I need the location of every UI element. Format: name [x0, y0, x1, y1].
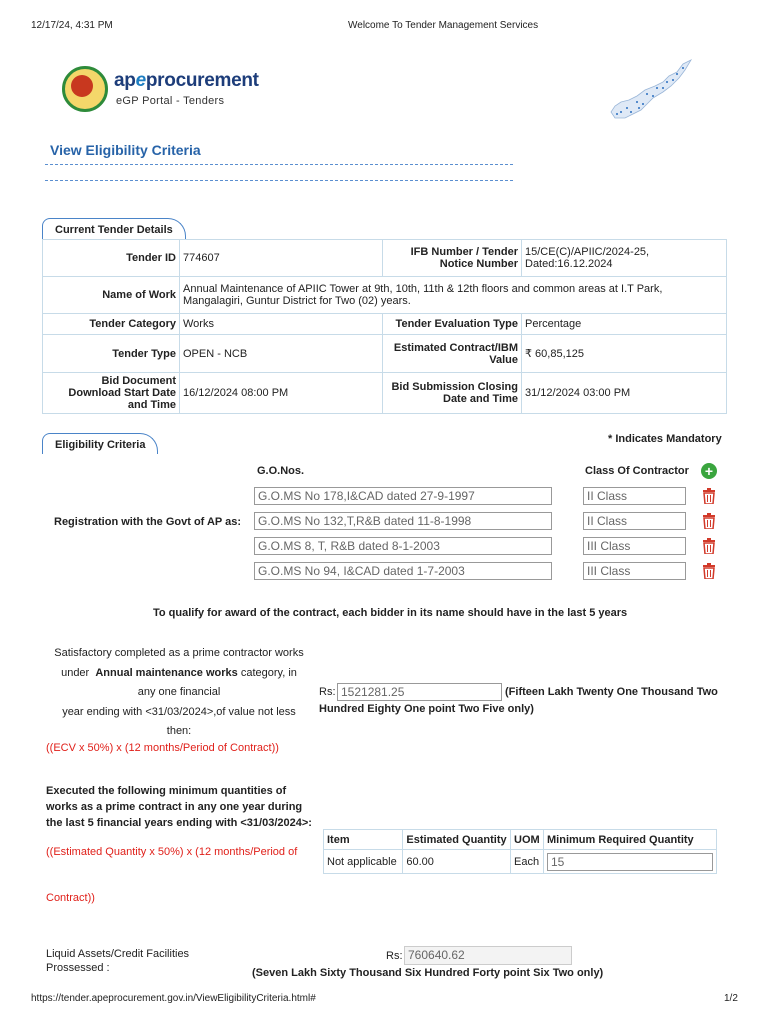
rs-label: Rs: — [386, 950, 403, 962]
page-title: View Eligibility Criteria — [50, 142, 201, 158]
min-required-cell — [544, 850, 717, 874]
tender-details-table — [42, 239, 727, 414]
tender-category-value: Works — [180, 314, 383, 335]
uom-value: Each — [511, 850, 544, 874]
estimated-quantity-value: 60.00 — [403, 850, 511, 874]
registration-label: Registration with the Govt of AP as: — [54, 516, 242, 528]
print-url: https://tender.apeprocurement.gov.in/ViewEligibilityCriteria.html# — [31, 993, 316, 1004]
qualify-note: To qualify for award of the contract, each bidder in its name should have in the last 5 years — [153, 607, 628, 619]
tender-type-value: OPEN - NCB — [180, 335, 383, 373]
delete-icon[interactable] — [702, 538, 716, 554]
quantities-formula: ((Estimated Quantity x 50%) x (12 months/Period of — [46, 846, 298, 858]
delete-icon[interactable] — [702, 513, 716, 529]
table-row — [324, 850, 717, 874]
name-of-work-label: Name of Work — [43, 277, 180, 314]
rs-label: Rs: — [319, 686, 336, 698]
item-value: Not applicable — [324, 850, 403, 874]
ifb-number-label: IFB Number / Tender Notice Number — [383, 240, 522, 277]
ap-emblem-logo — [62, 66, 108, 112]
portal-subtitle: eGP Portal - Tenders — [116, 95, 225, 107]
table-row — [43, 277, 727, 314]
table-row — [324, 830, 717, 850]
print-datetime: 12/17/24, 4:31 PM — [31, 20, 113, 31]
quantities-criterion-text: Executed the following minimum quantities of works as a prime contract in any one year during the last 5 financial years ending with <31/03/2024>: — [46, 785, 312, 829]
tab-current-tender-details: Current Tender Details — [42, 218, 186, 239]
delete-icon[interactable] — [702, 563, 716, 579]
tender-id-label: Tender ID — [43, 240, 180, 277]
andhra-pradesh-map-icon — [607, 58, 693, 120]
tender-id-value: 774607 — [180, 240, 383, 277]
contractor-class-field[interactable]: II Class — [583, 487, 686, 505]
min-required-field[interactable]: 15 — [547, 853, 713, 871]
divider — [45, 180, 513, 181]
bid-closing-value: 31/12/2024 03:00 PM — [522, 373, 727, 414]
works-formula: ((ECV x 50%) x (12 months/Period of Contract)) — [46, 742, 279, 754]
works-value-words: (Fifteen Lakh Twenty One Thousand Two — [505, 686, 718, 698]
works-value-words-2: Hundred Eighty One point Two Five only) — [319, 703, 534, 715]
evaluation-type-value: Percentage — [522, 314, 727, 335]
col-uom: UOM — [511, 830, 544, 850]
liquid-assets-field[interactable]: 760640.62 — [404, 946, 572, 965]
print-page-title: Welcome To Tender Management Services — [348, 20, 539, 31]
contractor-class-field[interactable]: III Class — [583, 537, 686, 555]
col-min-required: Minimum Required Quantity — [544, 830, 717, 850]
ifb-number-value: 15/CE(C)/APIIC/2024-25, Dated:16.12.2024 — [522, 240, 727, 277]
table-row — [43, 314, 727, 335]
go-number-field[interactable]: G.O.MS 8, T, R&B dated 8-1-2003 — [254, 537, 552, 555]
gonos-header: G.O.Nos. — [257, 465, 305, 477]
tender-category-label: Tender Category — [43, 314, 180, 335]
liquid-assets-label: Liquid Assets/Credit Facilities Prossessed : — [46, 948, 190, 974]
table-row — [43, 373, 727, 414]
col-estimated-quantity: Estimated Quantity — [403, 830, 511, 850]
evaluation-type-label: Tender Evaluation Type — [383, 314, 522, 335]
delete-icon[interactable] — [702, 488, 716, 504]
go-number-field[interactable]: G.O.MS No 94, I&CAD dated 1-7-2003 — [254, 562, 552, 580]
bid-closing-label: Bid Submission Closing Date and Time — [383, 373, 522, 414]
contractor-class-field[interactable]: III Class — [583, 562, 686, 580]
tab-eligibility-criteria: Eligibility Criteria — [42, 433, 158, 454]
estimated-value-label: Estimated Contract/IBM Value — [383, 335, 522, 373]
brand-name: apeprocurement — [114, 70, 259, 91]
works-criterion-text: Satisfactory completed as a prime contractor works under Annual maintenance works category, in any one financial year ending with <31/03/2024>,of value not less then: — [54, 647, 304, 737]
works-value-field[interactable]: 1521281.25 — [337, 683, 502, 701]
go-number-field[interactable]: G.O.MS No 178,I&CAD dated 27-9-1997 — [254, 487, 552, 505]
col-item: Item — [324, 830, 403, 850]
mandatory-note: * Indicates Mandatory — [608, 433, 722, 445]
table-row — [43, 335, 727, 373]
bid-download-label: Bid Document Download Start Date and Time — [43, 373, 180, 414]
quantities-table — [323, 829, 717, 874]
quantities-formula-2: Contract)) — [46, 892, 95, 904]
print-page-number: 1/2 — [724, 993, 738, 1004]
class-header: Class Of Contractor — [585, 465, 689, 477]
liquid-assets-words: (Seven Lakh Sixty Thousand Six Hundred Forty point Six Two only) — [252, 967, 604, 979]
name-of-work-value: Annual Maintenance of APIIC Tower at 9th, 10th, 11th & 12th floors and common areas at I.T Park, Mangalagiri, Guntur District for Two (02) years. — [180, 277, 727, 314]
go-number-field[interactable]: G.O.MS No 132,T,R&B dated 11-8-1998 — [254, 512, 552, 530]
estimated-value-value: ₹ 60,85,125 — [522, 335, 727, 373]
bid-download-value: 16/12/2024 08:00 PM — [180, 373, 383, 414]
table-row — [43, 240, 727, 277]
add-registration-icon[interactable]: + — [701, 463, 717, 479]
divider — [45, 164, 513, 165]
tender-type-label: Tender Type — [43, 335, 180, 373]
contractor-class-field[interactable]: II Class — [583, 512, 686, 530]
